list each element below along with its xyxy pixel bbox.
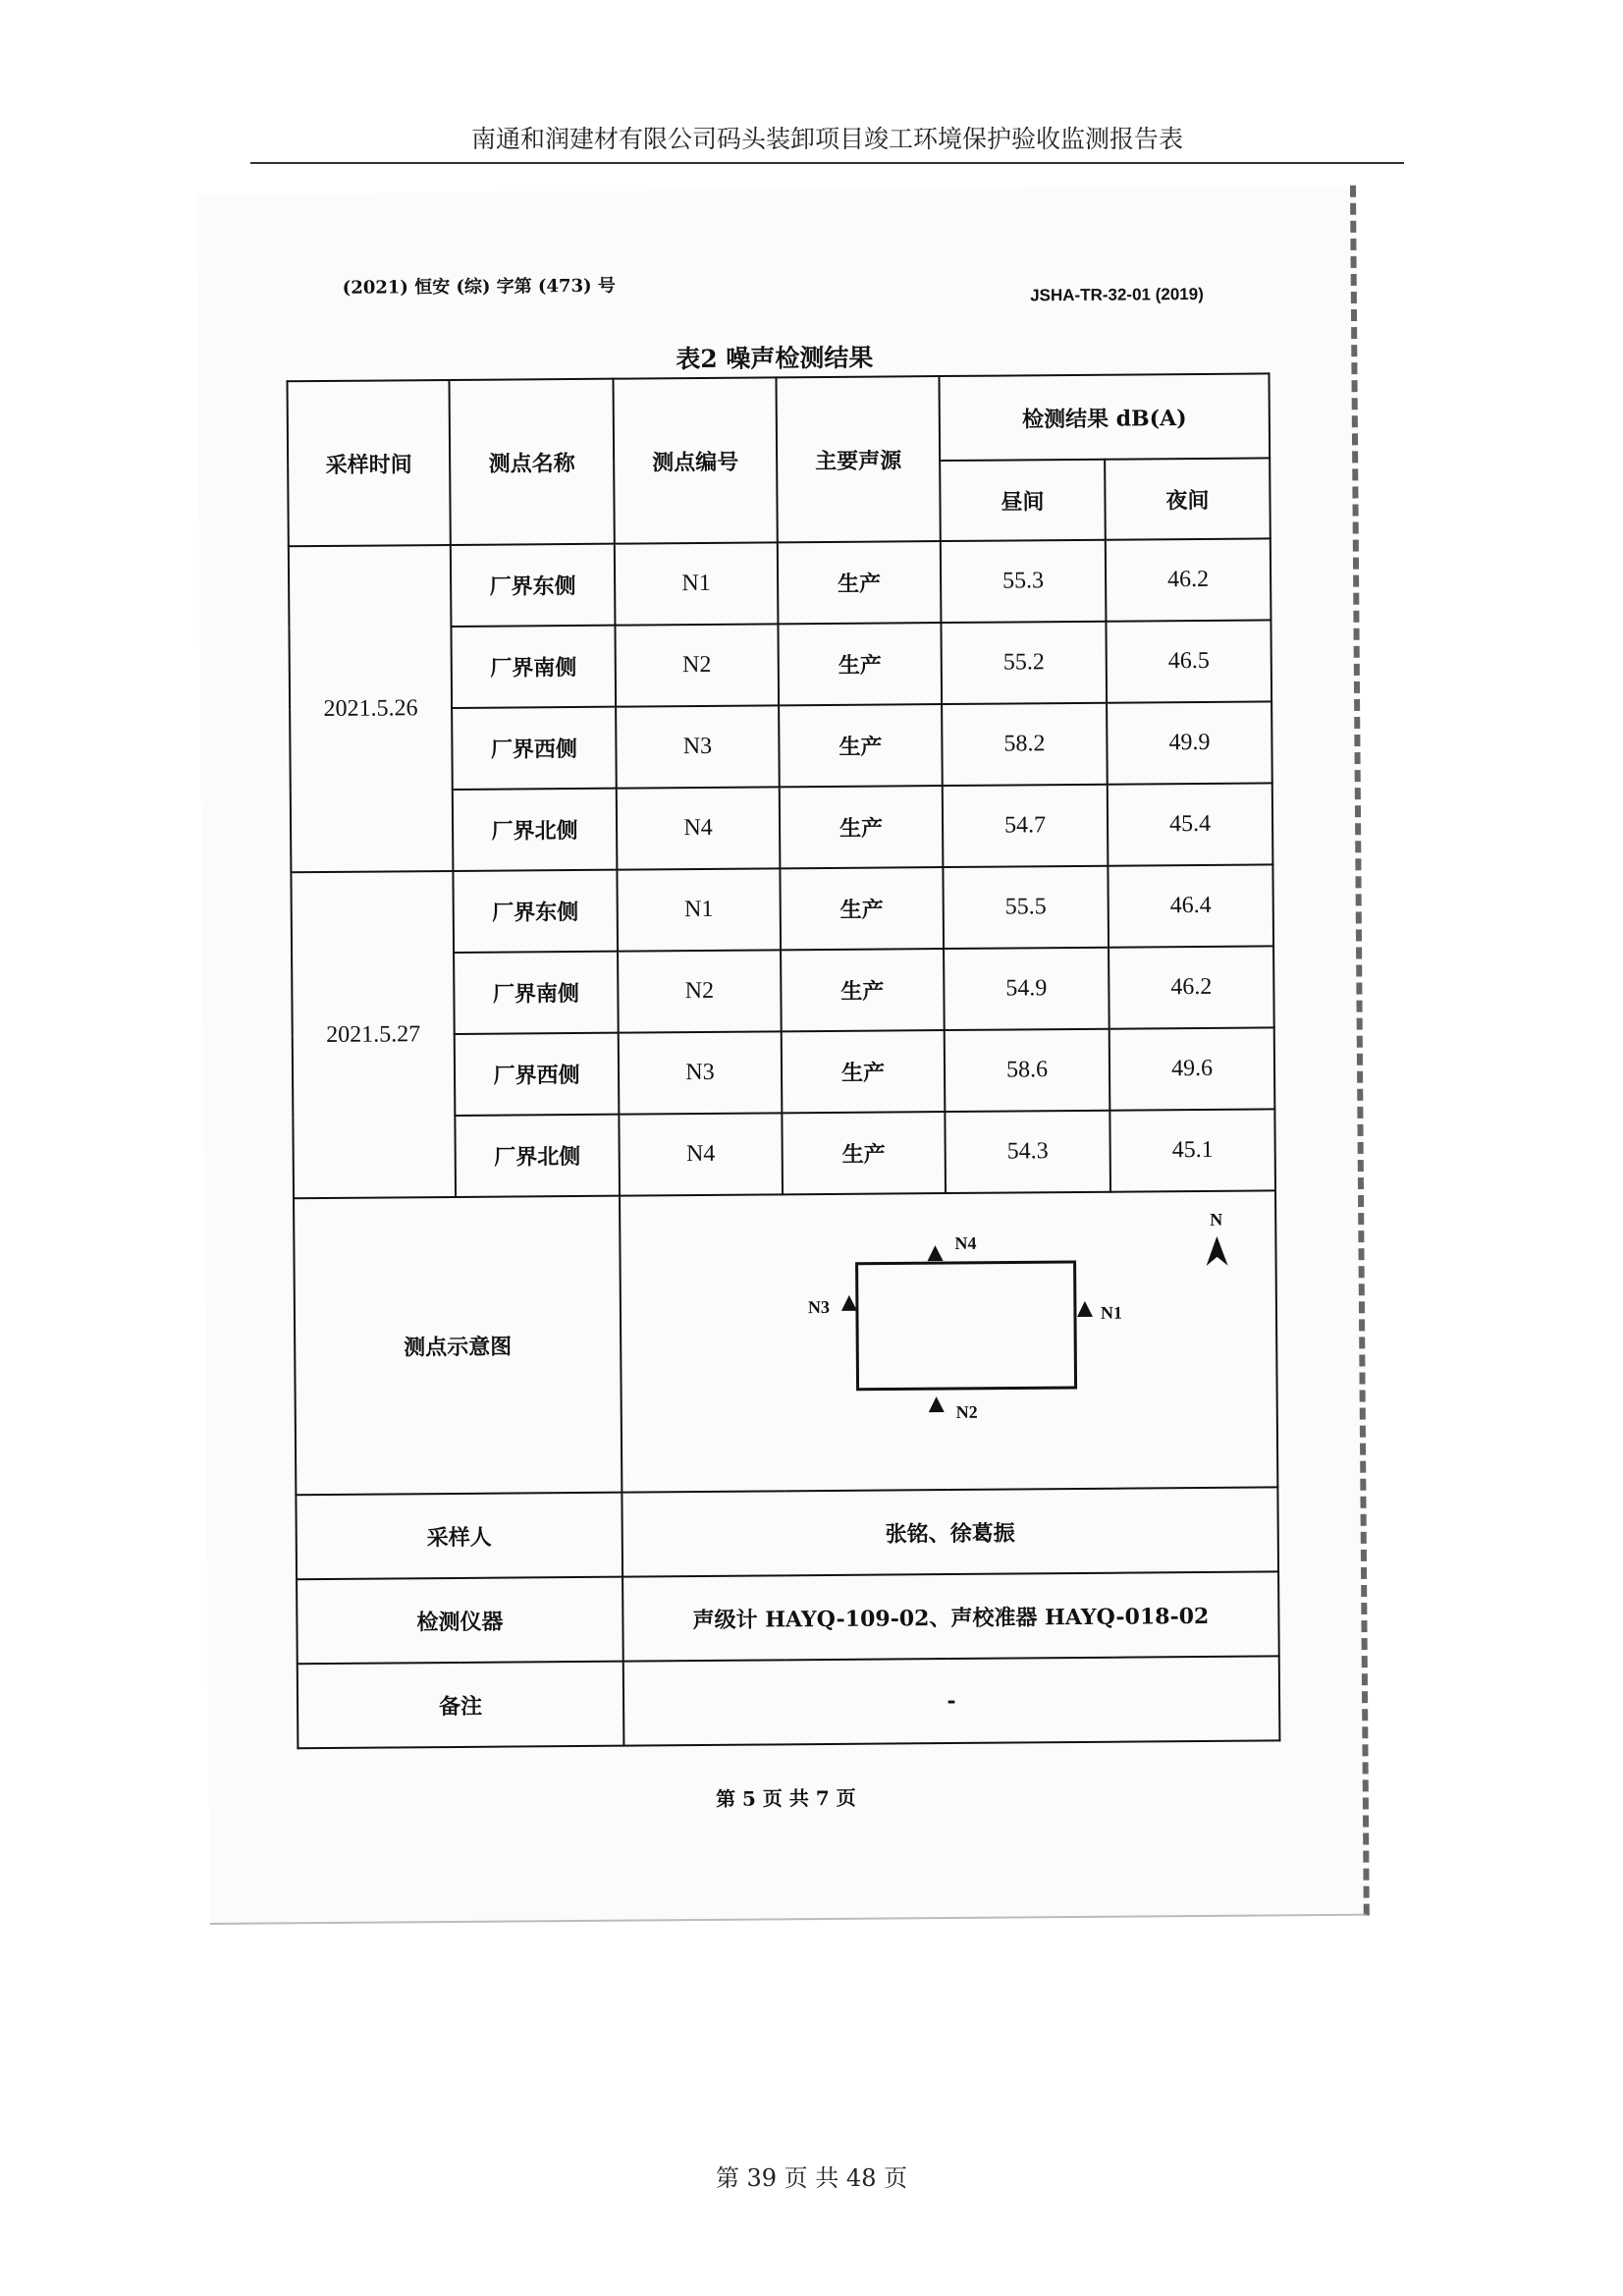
header-point-name: 测点名称 bbox=[449, 379, 614, 545]
header-main-source: 主要声源 bbox=[776, 376, 940, 542]
day-value: 54.3 bbox=[945, 1111, 1110, 1193]
main-source: 生产 bbox=[778, 623, 942, 705]
table-row bbox=[289, 538, 1271, 628]
instrument-row bbox=[297, 1571, 1279, 1664]
night-value: 46.2 bbox=[1106, 538, 1271, 621]
night-value: 46.4 bbox=[1108, 864, 1273, 947]
header-sampling-time: 采样时间 bbox=[287, 380, 450, 546]
main-source: 生产 bbox=[781, 949, 945, 1031]
point-name: 厂界北侧 bbox=[453, 789, 618, 871]
remark-value: - bbox=[623, 1656, 1280, 1745]
remark-label: 备注 bbox=[298, 1662, 624, 1749]
day-value: 58.6 bbox=[945, 1029, 1110, 1112]
header-divider bbox=[250, 162, 1404, 164]
night-value: 46.2 bbox=[1109, 946, 1274, 1028]
main-source: 生产 bbox=[782, 1030, 946, 1113]
main-source: 生产 bbox=[778, 541, 942, 624]
n3-label: N3 bbox=[807, 1296, 830, 1318]
main-source: 生产 bbox=[782, 1112, 946, 1194]
point-name: 厂界西侧 bbox=[452, 707, 617, 790]
point-id: N2 bbox=[615, 624, 779, 706]
point-id: N4 bbox=[617, 787, 781, 869]
night-value: 49.9 bbox=[1107, 701, 1272, 784]
remark-row bbox=[298, 1656, 1280, 1748]
main-source: 生产 bbox=[779, 704, 943, 787]
point-name: 厂界东侧 bbox=[451, 544, 616, 627]
diagram-svg bbox=[621, 1191, 1276, 1491]
n1-marker-icon bbox=[1077, 1301, 1093, 1317]
north-arrow-icon bbox=[1206, 1236, 1227, 1266]
header-night: 夜间 bbox=[1105, 458, 1271, 539]
table-row bbox=[291, 864, 1273, 954]
header-point-id: 测点编号 bbox=[613, 377, 777, 543]
sheet-page-number: 第 5 页 共 7 页 bbox=[715, 1785, 856, 1811]
point-id: N2 bbox=[618, 950, 782, 1032]
header-day: 昼间 bbox=[940, 460, 1106, 541]
sampling-date: 2021.5.27 bbox=[291, 871, 456, 1198]
night-value: 45.4 bbox=[1108, 783, 1273, 865]
main-source: 生产 bbox=[780, 867, 944, 950]
document-number: (2021) 恒安 (综) 字第 (473) 号 bbox=[342, 275, 616, 299]
scanned-sheet bbox=[196, 186, 1370, 1925]
day-value: 54.9 bbox=[944, 948, 1109, 1030]
diagram-canvas bbox=[621, 1191, 1276, 1491]
instrument-value: 声级计 HAYQ-109-02、声校准器 HAYQ-018-02 bbox=[622, 1571, 1279, 1661]
n4-marker-icon bbox=[927, 1245, 943, 1261]
n2-marker-icon bbox=[929, 1396, 945, 1412]
day-value: 55.2 bbox=[941, 622, 1107, 704]
day-value: 55.5 bbox=[943, 866, 1109, 949]
n3-marker-icon bbox=[841, 1295, 857, 1311]
point-name: 厂界西侧 bbox=[455, 1033, 620, 1116]
day-value: 55.3 bbox=[941, 540, 1107, 623]
point-name: 厂界北侧 bbox=[455, 1115, 620, 1197]
point-name: 厂界南侧 bbox=[451, 626, 616, 708]
point-name: 厂界南侧 bbox=[454, 952, 619, 1034]
table-title: 表2 噪声检测结果 bbox=[676, 343, 874, 374]
point-id: N3 bbox=[619, 1031, 783, 1114]
point-name: 厂界东侧 bbox=[453, 870, 618, 953]
page-number: 第 39 页 共 48 页 bbox=[715, 2164, 908, 2192]
diagram-label: 测点示意图 bbox=[294, 1196, 622, 1496]
table-header-row bbox=[287, 373, 1270, 465]
night-value: 45.1 bbox=[1109, 1109, 1275, 1191]
sampling-date: 2021.5.26 bbox=[289, 545, 454, 872]
night-value: 49.6 bbox=[1109, 1027, 1275, 1110]
north-label: N bbox=[1210, 1209, 1223, 1230]
document-code: JSHA-TR-32-01 (2019) bbox=[1030, 284, 1204, 305]
header-result: 检测结果 dB(A) bbox=[939, 373, 1270, 461]
day-value: 58.2 bbox=[942, 703, 1108, 786]
sampler-row bbox=[296, 1487, 1278, 1579]
point-id: N3 bbox=[616, 705, 780, 788]
main-source: 生产 bbox=[780, 786, 944, 868]
site-boundary-rect bbox=[857, 1262, 1076, 1390]
day-value: 54.7 bbox=[943, 785, 1109, 867]
point-id: N1 bbox=[615, 542, 779, 625]
diagram-row bbox=[294, 1190, 1277, 1495]
n2-label: N2 bbox=[955, 1401, 978, 1422]
instrument-label: 检测仪器 bbox=[297, 1577, 623, 1665]
measurement-point-diagram bbox=[620, 1190, 1277, 1492]
point-id: N1 bbox=[617, 868, 781, 951]
sampler-value: 张铭、徐葛振 bbox=[622, 1487, 1278, 1576]
report-header-title: 南通和润建材有限公司码头装卸项目竣工环境保护验收监测报告表 bbox=[470, 125, 1183, 153]
sampler-label: 采样人 bbox=[296, 1493, 622, 1580]
night-value: 46.5 bbox=[1106, 620, 1271, 702]
n1-label: N1 bbox=[1100, 1302, 1123, 1323]
n4-label: N4 bbox=[954, 1232, 977, 1253]
noise-results-table bbox=[286, 372, 1280, 1749]
point-id: N4 bbox=[619, 1113, 783, 1195]
